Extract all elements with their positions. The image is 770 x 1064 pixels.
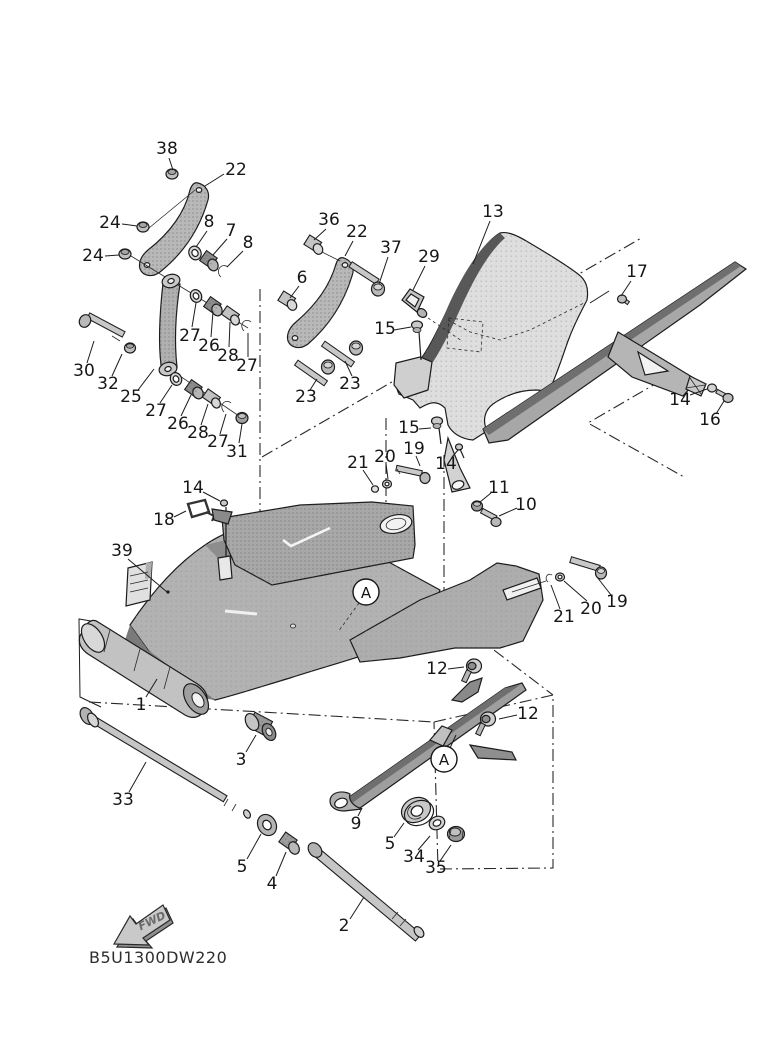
callout-label-4: 4: [266, 874, 278, 894]
bolt-37: [349, 262, 385, 296]
detail-marker-A: [431, 746, 457, 772]
clamp-bracket: [212, 509, 232, 524]
callout-label-20: 20: [374, 447, 396, 467]
callout-leader-28: [201, 404, 208, 425]
callout-label-14: 14: [435, 454, 457, 474]
washer-34: [427, 814, 447, 833]
slider-shoe: [470, 745, 516, 760]
washer-20: [556, 573, 565, 581]
callout-leader-22: [345, 241, 353, 256]
collar-6: [278, 291, 299, 312]
nut-21: [372, 486, 379, 492]
callout-leader-37: [379, 257, 388, 284]
callout-label-3: 3: [235, 750, 247, 770]
callout-label-2: 2: [338, 916, 350, 936]
callout-leader-18: [174, 511, 186, 517]
circlip-27: [222, 401, 231, 412]
bolt-19: [570, 557, 607, 579]
bushing-4: [279, 832, 302, 856]
collar-28: [202, 389, 222, 410]
detail-marker-A: [353, 579, 379, 605]
callout-label-15: 15: [398, 418, 420, 438]
callout-label-21: 21: [553, 607, 575, 627]
callout-leader-26: [181, 395, 191, 416]
callout-label-21: 21: [347, 453, 369, 473]
collar-36: [304, 235, 340, 261]
relay-arm-left: [139, 183, 208, 276]
callout-label-28: 28: [187, 423, 209, 443]
callout-label-31: 31: [226, 442, 248, 462]
washer-14: [708, 384, 717, 392]
callout-label-24: 24: [82, 246, 104, 266]
callout-label-13: 13: [482, 202, 504, 222]
callout-label-8: 8: [242, 233, 254, 253]
washer-20: [383, 480, 392, 488]
callout-label-1: 1: [135, 695, 147, 715]
callout-label-27: 27: [236, 356, 258, 376]
callout-leader-21: [551, 585, 560, 609]
clip-21: [546, 574, 552, 582]
callout-leader-15: [419, 428, 431, 429]
collar-28: [221, 306, 241, 327]
callout-label-16: 16: [699, 410, 721, 430]
screw-17: [618, 295, 630, 305]
fwd-arrow: [114, 905, 173, 948]
callout-leader-12: [448, 667, 464, 669]
callout-label-20: 20: [580, 599, 602, 619]
callout-label-12: 12: [426, 659, 448, 679]
callout-label-38: 38: [156, 139, 178, 159]
callout-label-14: 14: [182, 478, 204, 498]
callout-leader-27: [192, 303, 196, 327]
seal-5: [254, 811, 281, 839]
bearing-3: [242, 711, 278, 743]
callout-label-36: 36: [318, 210, 340, 230]
callout-label-11: 11: [488, 478, 510, 498]
callout-label-25: 25: [120, 387, 142, 407]
circlip-8: [218, 266, 228, 277]
callout-label-17: 17: [626, 262, 648, 282]
callout-leader-36: [314, 229, 326, 240]
callout-leader-33: [129, 762, 146, 792]
callout-leader-5: [247, 834, 261, 859]
callout-label-19: 19: [606, 592, 628, 612]
callout-label-39: 39: [111, 541, 133, 561]
clamp-18: [188, 500, 214, 521]
nut-31: [236, 413, 248, 424]
chain-slider: [330, 678, 526, 811]
callout-leader-12: [499, 715, 517, 719]
callout-label-19: 19: [403, 439, 425, 459]
callout-label-26: 26: [167, 414, 189, 434]
washer-27: [188, 288, 203, 304]
callout-label-35: 35: [425, 858, 447, 878]
bolt-15: [432, 417, 443, 444]
callout-label-8: 8: [203, 212, 215, 232]
callout-label-27: 27: [145, 401, 167, 421]
callout-leader-29: [413, 266, 425, 290]
callout-label-5: 5: [236, 857, 248, 877]
screw-boss: [218, 556, 232, 580]
callout-leader-24: [122, 224, 137, 226]
callout-leader-38: [169, 158, 173, 170]
callout-leader-22: [205, 174, 224, 186]
nut-11: [472, 501, 483, 511]
callout-leader-20: [564, 581, 587, 601]
callout-label-15: 15: [374, 319, 396, 339]
callout-label-34: 34: [403, 847, 425, 867]
callout-label-23: 23: [295, 387, 317, 407]
callout-label-27: 27: [179, 326, 201, 346]
bolt-30: [77, 313, 125, 341]
callout-leader-28: [229, 322, 230, 347]
callout-label-5: 5: [384, 834, 396, 854]
callout-label-12: 12: [517, 704, 539, 724]
detail-marker-letter: A: [360, 584, 372, 602]
callout-leader-30: [87, 341, 94, 363]
callout-leader-24: [105, 255, 119, 256]
callout-leader-15: [394, 327, 411, 330]
callout-leader-7: [213, 239, 227, 255]
bearing-7: [200, 251, 220, 273]
callout-label-24: 24: [99, 213, 121, 233]
callout-label-32: 32: [97, 374, 119, 394]
bolt-23: [295, 360, 335, 386]
callout-label-18: 18: [153, 510, 175, 530]
callout-leader-27: [220, 414, 226, 434]
callout-leader-8: [227, 251, 243, 267]
callout-label-33: 33: [112, 790, 134, 810]
callout-label-26: 26: [198, 336, 220, 356]
callout-label-6: 6: [296, 268, 308, 288]
callout-leader-8: [196, 231, 207, 247]
callout-label-14: 14: [669, 390, 691, 410]
bolt-10: [481, 508, 501, 526]
part-code: B5U1300DW220: [89, 948, 228, 967]
callout-label-10: 10: [515, 495, 537, 515]
bolt-16: [716, 389, 733, 402]
screw-14: [221, 500, 228, 506]
callout-leader-3: [246, 735, 256, 752]
bolt-15: [412, 321, 423, 360]
callout-leader-26: [211, 312, 213, 337]
callout-leader-4: [276, 852, 286, 876]
callout-leader-2: [350, 897, 364, 919]
fwd-label: FWD: [136, 908, 168, 934]
nut-35: [448, 827, 465, 842]
callout-label-29: 29: [418, 247, 440, 267]
callout-label-9: 9: [350, 814, 362, 834]
axle-washers: [397, 793, 464, 842]
callout-label-28: 28: [217, 346, 239, 366]
callout-label-22: 22: [225, 160, 247, 180]
circlip-27: [242, 320, 251, 331]
callout-leader-32: [112, 354, 122, 376]
callout-label-23: 23: [339, 374, 361, 394]
callout-label-22: 22: [346, 222, 368, 242]
callout-leader-31: [239, 424, 242, 443]
callout-leader-5: [394, 823, 404, 837]
callout-label-27: 27: [207, 432, 229, 452]
connecting-rod-25: [158, 272, 182, 377]
callout-label-30: 30: [73, 361, 95, 381]
callout-label-37: 37: [380, 238, 402, 258]
detail-marker-letter: A: [438, 751, 450, 769]
bolt-19: [396, 465, 430, 483]
callout-label-7: 7: [225, 221, 237, 241]
pivot-shaft-33: [77, 705, 252, 819]
callout-leader-17: [621, 281, 631, 296]
